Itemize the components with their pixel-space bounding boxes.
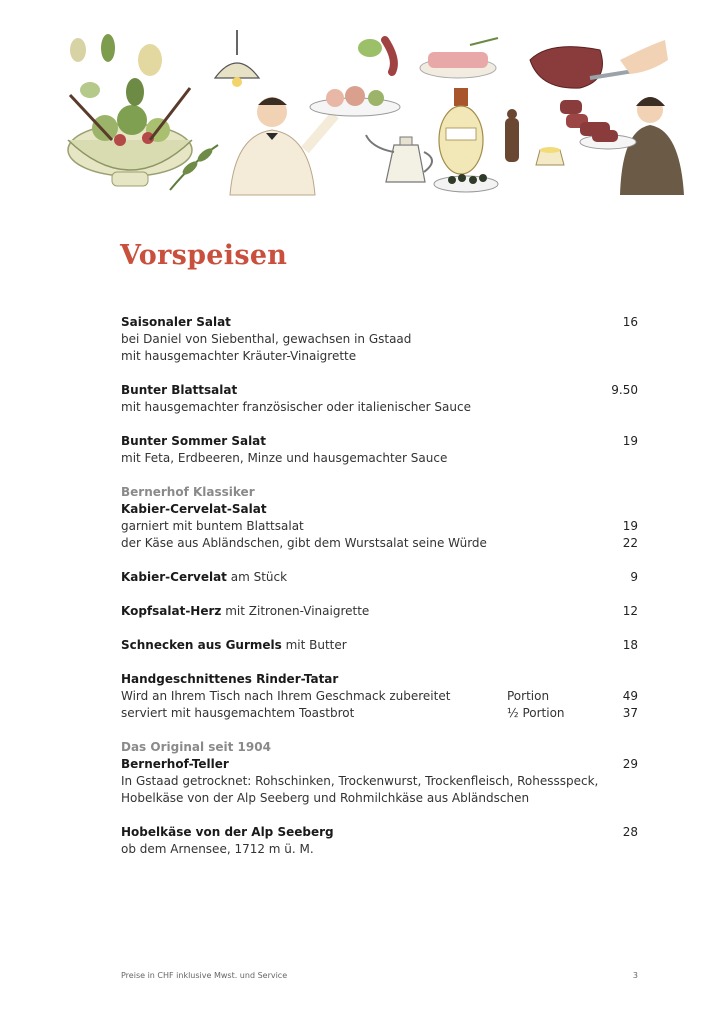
item-name: Bunter Sommer Salat <box>121 434 267 448</box>
item-description: In Gstaad getrocknet: Rohschinken, Trockenwurst, Trockenfleisch, Rohessspeck, <box>121 774 599 788</box>
item-suffix: mit Zitronen-Vinaigrette <box>221 604 370 618</box>
pepper-mill-illustration <box>505 109 519 162</box>
item-price: 9 <box>630 570 638 584</box>
page-footer <box>121 971 638 980</box>
hanging-lamp-illustration <box>215 30 259 87</box>
item-price: 22 <box>622 536 638 550</box>
item-description: Wird an Ihrem Tisch nach Ihrem Geschmack zubereitet <box>121 689 451 703</box>
menu-item-hobelkaese <box>121 824 638 858</box>
waitress-illustration <box>580 97 684 195</box>
section-label: Das Original seit 1904 <box>121 740 271 754</box>
waiter-illustration <box>230 39 400 195</box>
section-label: Bernerhof Klassiker <box>121 485 255 499</box>
portion-label: ½ Portion <box>507 706 565 720</box>
menu-item-schnecken <box>121 637 638 654</box>
item-description: Hobelkäse von der Alp Seeberg und Rohmilchkäse aus Abländschen <box>121 791 530 805</box>
menu-list <box>121 314 638 858</box>
item-name: Handgeschnittenes Rinder-Tatar <box>121 672 339 686</box>
page-title: Vorspeisen <box>120 240 288 271</box>
item-price: 18 <box>622 638 638 652</box>
item-description: mit hausgemachter Kräuter-Vinaigrette <box>121 349 357 363</box>
item-price: 28 <box>622 825 638 839</box>
item-price: 19 <box>622 434 638 448</box>
item-name: Hobelkäse von der Alp Seeberg <box>121 825 334 839</box>
item-price: 9.50 <box>611 383 638 397</box>
item-price: 49 <box>622 689 638 703</box>
menu-item-kabier-cervelat-salat <box>121 484 638 552</box>
menu-item-bernerhof-teller <box>121 739 638 807</box>
menu-item-saisonaler-salat <box>121 314 638 365</box>
item-name: Kopfsalat-Herz <box>121 604 222 618</box>
footer-note: Preise in CHF inklusive Mwst. und Service <box>121 971 288 980</box>
menu-item-kopfsalat-herz <box>121 603 638 620</box>
item-name: Bernerhof-Teller <box>121 757 229 771</box>
item-price: 12 <box>622 604 638 618</box>
sauce-cup-illustration <box>536 147 564 165</box>
item-name: Kabier-Cervelat <box>121 570 227 584</box>
item-suffix: mit Butter <box>281 638 347 652</box>
item-description: mit Feta, Erdbeeren, Minze und hausgemachter Sauce <box>121 451 448 465</box>
item-name: Bunter Blattsalat <box>121 383 238 397</box>
wine-jug-illustration <box>439 88 483 174</box>
menu-item-bunter-sommer-salat <box>121 433 638 467</box>
page-number: 3 <box>632 971 638 980</box>
olive-dish-illustration <box>434 174 498 192</box>
menu-item-bunter-blattsalat <box>121 382 638 416</box>
item-description: ob dem Arnensee, 1712 m ü. M. <box>121 842 314 856</box>
coffee-pot-illustration <box>366 135 432 182</box>
item-name: Saisonaler Salat <box>121 315 231 329</box>
item-price: 19 <box>622 519 638 533</box>
portion-label: Portion <box>507 689 550 703</box>
item-price: 29 <box>622 757 638 771</box>
item-suffix: am Stück <box>226 570 288 584</box>
tart-plate-illustration <box>420 38 498 78</box>
salad-bowl-illustration <box>68 34 218 190</box>
item-price: 16 <box>622 315 638 329</box>
item-name: Schnecken aus Gurmels <box>121 638 282 652</box>
item-price: 37 <box>622 706 638 720</box>
menu-item-rinder-tatar <box>121 671 638 722</box>
item-description: bei Daniel von Siebenthal, gewachsen in Gstaad <box>121 332 412 346</box>
item-description: mit hausgemachter französischer oder italienischer Sauce <box>121 400 471 414</box>
item-description: der Käse aus Abländschen, gibt dem Wurstsalat seine Würde <box>121 536 487 550</box>
item-description: serviert mit hausgemachtem Toastbrot <box>121 706 355 720</box>
food-illustration-banner <box>0 0 724 205</box>
item-name: Kabier-Cervelat-Salat <box>121 502 267 516</box>
menu-item-kabier-cervelat <box>121 569 638 586</box>
item-description: garniert mit buntem Blattsalat <box>121 519 304 533</box>
